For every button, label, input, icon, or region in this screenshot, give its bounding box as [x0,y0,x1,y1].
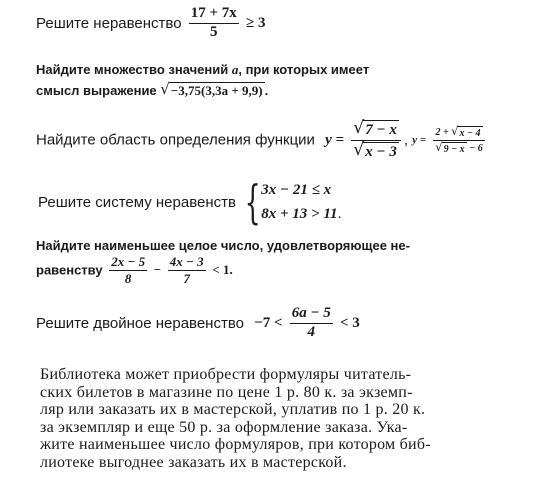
task-3-y1: y = [325,131,345,148]
task-3-den-2 [433,141,484,155]
task-5-fraction-1 [109,255,147,285]
task-5-minus: − [153,262,162,278]
radical-sign: √ [160,80,170,99]
task-2-line-1 [36,62,369,78]
task-2-line-2 [36,82,369,99]
task-3-num-1 [351,120,401,141]
task-5 [36,238,410,285]
task-7-line-6: лиотеке выгоднее заказать их в мастерской. [40,453,347,471]
task-3-fraction-1 [351,120,401,160]
task-5-num-2: 4x − 3 [169,254,204,269]
task-4-end: . [337,205,342,222]
task-7-line-5: жите наименьшее число формуляров, при котором биб- [40,436,431,453]
task-4-text: Решите систему неравенств [38,193,236,211]
task-4-inequality-2: 8x + 13 > 11 [261,206,338,222]
task-3-den2-b: − 6 [469,142,483,154]
task-6-lhs: −7 < [254,314,283,331]
task-6-denominator: 4 [307,323,315,340]
task-3 [36,120,488,160]
left-brace: { [244,175,261,229]
task-3-y2: y = [412,134,427,146]
task-3-comma: , [403,131,409,149]
task-5-rhs: < 1. [212,262,233,278]
task-4-inequality-1: 3x − 21 ≤ x [261,182,332,198]
task-6-text: Решите двойное неравенство [36,314,244,332]
task-3-num1-radicand: 7 − x [365,122,397,138]
task-2-text-c: смысл выражение [36,83,157,99]
task-1-denominator: 5 [210,23,218,40]
task-5-den-1: 8 [124,270,132,286]
task-5-den-2: 7 [183,270,190,286]
task-5-num-1: 2x − 5 [111,254,146,269]
task-6-rhs: < 3 [339,314,360,331]
task-4 [38,175,342,229]
task-3-text: Найдите область определения функции [36,131,315,149]
task-2 [36,62,369,99]
task-2-text-b: , при которых имеет [238,62,370,77]
task-1-fraction [189,6,239,41]
radical-sign: √ [451,123,459,138]
task-6-numerator: 6a − 5 [290,306,333,324]
task-1-rhs: ≥ 3 [245,14,266,31]
task-3-den1-radicand: x − 3 [365,143,397,160]
task-5-fraction-2 [168,255,206,285]
task-7-line-3: ляр или заказать их в мастерской, уплатив по 1 р. 20 к. [40,401,426,418]
task-5-line-2 [36,255,410,285]
task-4-system [261,178,337,226]
task-1 [36,6,265,41]
task-2-end: . [264,83,269,99]
task-7 [40,366,520,471]
radical-sign: √ [353,118,365,138]
task-3-num2-a: 2 + [435,126,449,138]
task-7-line-4: за экземпляр и еще 50 р. за оформление заказа. Ука- [40,418,408,436]
task-7-line-1: Библиотека может приобрести формуляры читатель- [40,366,412,383]
task-2-radicand: −3,75(3,3a + 9,9) [170,83,263,99]
radical-sign: √ [353,139,365,160]
task-1-numerator: 17 + 7x [189,6,239,24]
task-2-variable: a [231,62,239,77]
task-3-fraction-2 [433,123,484,155]
task-2-sqrt [160,82,264,98]
task-3-num2-radicand: x − 4 [459,127,481,139]
task-3-den-1 [351,141,401,161]
task-2-text-a: Найдите множество значений [36,62,229,77]
task-7-line-2: ских билетов в магазине по цене 1 р. 80 к. за экземп- [40,383,413,401]
task-3-num-2 [433,123,484,141]
task-1-text: Решите неравенство [36,14,182,32]
radical-sign: √ [435,139,443,154]
task-6 [36,306,360,341]
task-3-den2-radicand: 9 − x [443,143,465,155]
task-6-fraction [290,306,333,341]
task-5-text: равенству [36,262,103,278]
task-5-line-1: Найдите наименьшее целое число, удовлетворяющее не- [36,238,410,253]
